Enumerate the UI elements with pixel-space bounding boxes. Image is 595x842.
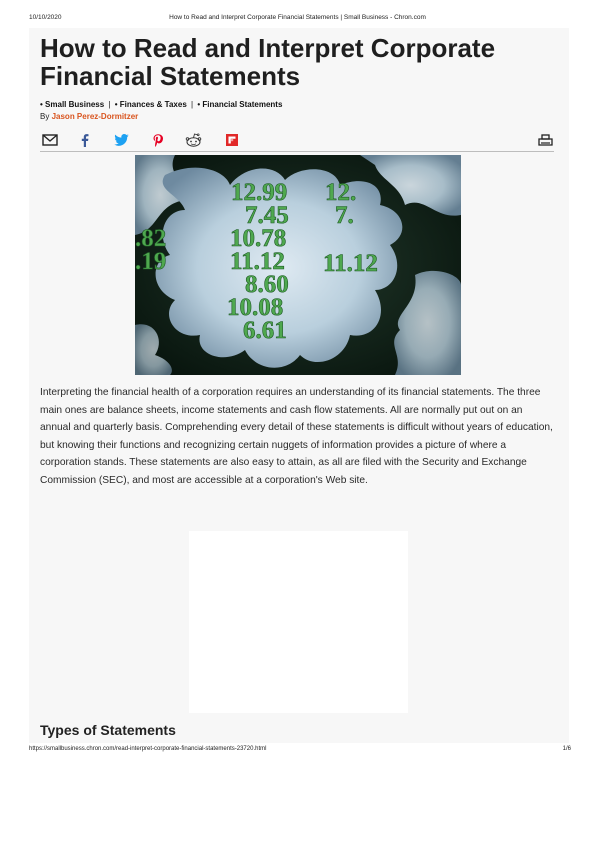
twitter-icon[interactable] <box>113 133 129 147</box>
image-number-1: 12.99 <box>231 179 288 206</box>
print-footer <box>29 746 571 756</box>
share-bar <box>40 129 554 152</box>
breadcrumb-finances-taxes[interactable]: Finances & Taxes <box>119 100 187 109</box>
image-number-8: .82 <box>135 225 167 252</box>
image-number-9: .19 <box>135 248 167 275</box>
image-number-11: 7. <box>335 202 354 229</box>
print-date: 10/10/2020 <box>29 14 62 21</box>
image-number-10: 12. <box>325 179 357 206</box>
image-number-7: 6.61 <box>243 317 287 344</box>
byline <box>40 112 138 121</box>
breadcrumb-small-business[interactable]: Small Business <box>45 100 105 109</box>
email-icon[interactable] <box>41 133 59 147</box>
print-icon[interactable] <box>537 133 553 147</box>
print-header <box>29 14 566 24</box>
print-url: https://smallbusiness.chron.com/read-interpret-corporate-financial-statements-23720.html <box>29 746 267 752</box>
byline-prefix: By <box>40 112 50 121</box>
breadcrumb-financial-statements[interactable]: Financial Statements <box>202 100 283 109</box>
article-title: How to Read and Interpret Corporate Financial Statements <box>40 33 496 91</box>
puzzle-numbers-image <box>135 155 461 375</box>
flipboard-icon[interactable] <box>225 133 239 147</box>
image-number-3: 10.78 <box>230 225 287 252</box>
image-number-4: 11.12 <box>230 248 285 275</box>
image-number-12: 11.12 <box>323 250 378 277</box>
image-number-6: 10.08 <box>227 294 284 321</box>
article-paragraph: Interpreting the financial health of a corporation requires an understanding of its financial statements. The three main ones are balance sheets, income statements and cash flow statements. All are normally put out on an annual and quarterly basis. Comprehending every detail of these statements is difficult without years of education, but knowing their functions and recognizing certain nuggets of information provides a picture of where a corporation stands. These statements are also easy to attain, as all are filed with the Security and Exchange Commission (SEC), and most are accessible at a corporation's Web site. <box>40 387 553 486</box>
image-number-2: 7.45 <box>245 202 289 229</box>
image-number-5: 8.60 <box>245 271 289 298</box>
reddit-icon[interactable] <box>184 133 202 147</box>
pinterest-icon[interactable] <box>152 133 164 147</box>
breadcrumb: • Small Business | • Finances & Taxes | • Financial Statements <box>40 100 283 109</box>
article-image <box>135 155 461 375</box>
facebook-icon[interactable] <box>80 133 90 147</box>
section-heading: Types of Statements <box>40 722 176 738</box>
ad-placeholder <box>189 531 408 713</box>
print-page-title: How to Read and Interpret Corporate Financial Statements | Small Business - Chron.com <box>169 14 426 21</box>
article-content <box>29 28 569 743</box>
author-link[interactable]: Jason Perez-Dormitzer <box>51 112 139 121</box>
page-number: 1/6 <box>562 746 571 752</box>
